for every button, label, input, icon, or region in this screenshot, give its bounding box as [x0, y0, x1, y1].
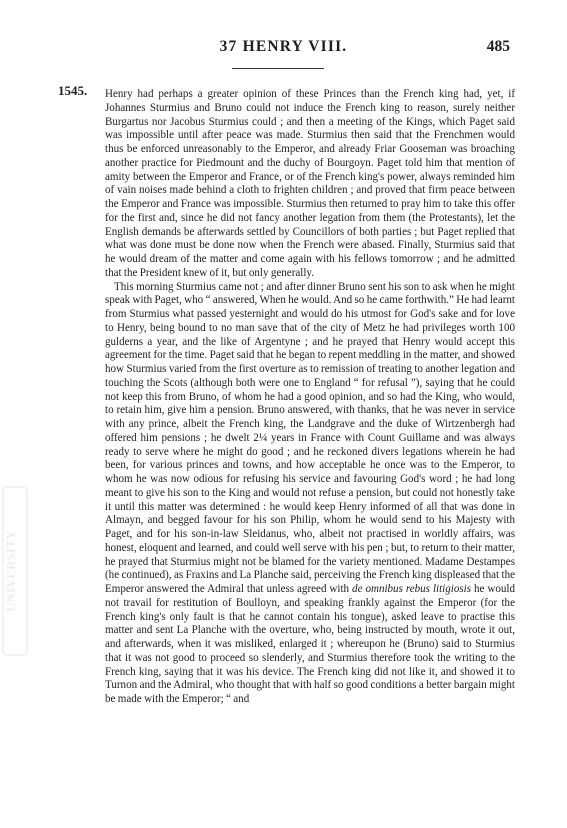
running-head	[0, 38, 567, 58]
paragraph-2: This morning Sturmius came not ; and after dinner Bruno sent his son to ask when he might speak with Paget, who “ answered, When he would. And so he came forthwith.” He had learnt from Sturmius what passed yesternight and would do his utmost for God's sake and for love to Henry, being bound to no man save that of the city of Metz he had privileges worth 100 gulderns a year, and the like of Argentyne ; and he prayed that Henry would accept this agreement for the time. Paget said that he began to repent meddling in the matter, and showed how Sturmius varied from the first overture as to remission of treating to another legation and touching the Scots (although both were one to England “ for refusal ”), saying that he could not keep this from Bruno, of whom he had a good opinion, and so had the King, who would, to retain him, give him a pension. Bruno answered, with thanks, that he was never in service with any prince, albeit the French king, the Landgrave and the duke of Wirtzenbergh had offered him pensions ; he dwelt 2¼ years in France with Count Guillame and was always ready to serve where he might do good ; and he reckoned divers legations wherein he had been, for various princes and towns, and how acceptable he once was to the Emperor, to whom he was now odious for refusing his service and favouring God's word ; he had long meant to give his son to the King and would not refuse a pension, but could not honestly take it until this matter was determined : he would keep Henry informed of all that was done in Almayn, and begged favour for his son Philip, whom he would send to his Majesty with Paget, and for his son-in-law Sleidanus, who, albeit not practised in worldly affairs, was honest, eloquent and learned, and could well serve with his pen ; but, to return to their matter, he prayed that Sturmius might not be blamed for the variety mentioned. Madame Destampes (he continued), as Fraxins and La Planche said, perceiving the French king displeased that the Emperor answered the Admiral that unless agreed with de omnibus rebus litigiosis he would not travail for restitution of Boulloyn, and speaking frankly against the Emperor (for the French king's only fault is that he cannot contain his tongue), asked leave to practise this matter and sent La Planche with the overture, who, being instructed by mouth, wrote it out, and afterwards, when it was misliked, enlarged it ; whereupon he (Bruno) said to Sturmius that it was not good to proceed so slenderly, and Sturmius therefore took the writing to the French king, saying that it was his device. The French king did not like it, and showed it to Turnon and the Admiral, who thought that with half so good conditions a better bargain might be made with the Emperor; “ and	[105, 280, 515, 705]
header-rule	[232, 68, 324, 69]
running-head-title: 37 HENRY VIII.	[219, 38, 348, 55]
margin-year: 1545.	[58, 83, 88, 98]
watermark-text: UNIVERSITY	[3, 530, 18, 612]
library-stamp-watermark	[2, 486, 28, 656]
page-number: 485	[486, 38, 510, 55]
italic-phrase: de omnibus rebus litigiosis	[352, 583, 472, 595]
paragraph-1: Henry had perhaps a greater opinion of these Princes than the French king had, yet, if Johannes Sturmius and Bruno could not induce the French king to reason, surely neither Burgartus nor Jacobus Sturmius could ; and then a meeting of the Kings, which Paget said was impossible until after peace was made. Sturmius then said that the Frenchmen would thus be enforced unreasonably to the Emperor, and already Friar Gooseman was broaching another practice for Piedmount and the duchy of Bourgoyn. Paget told him that mention of amity between the Emperor and France, or of the French king's power, always reminded him of vain noises made behind a cloth to frighten children ; and proved that firm peace between the Emperor and France was impossible. Sturmius then returned to pray him to take this offer for the first and, since he did not fancy another legation from them (the Protestants), let the English demands be afterwards settled by Councillors of both parties ; but Paget replied that what was done must be done now when the French were abased. Finally, Sturmius said that he would dream of the matter and come again with his fellows tomorrow ; and he admitted that the President knew of it, but only generally.	[105, 88, 515, 279]
body-text	[105, 88, 515, 707]
